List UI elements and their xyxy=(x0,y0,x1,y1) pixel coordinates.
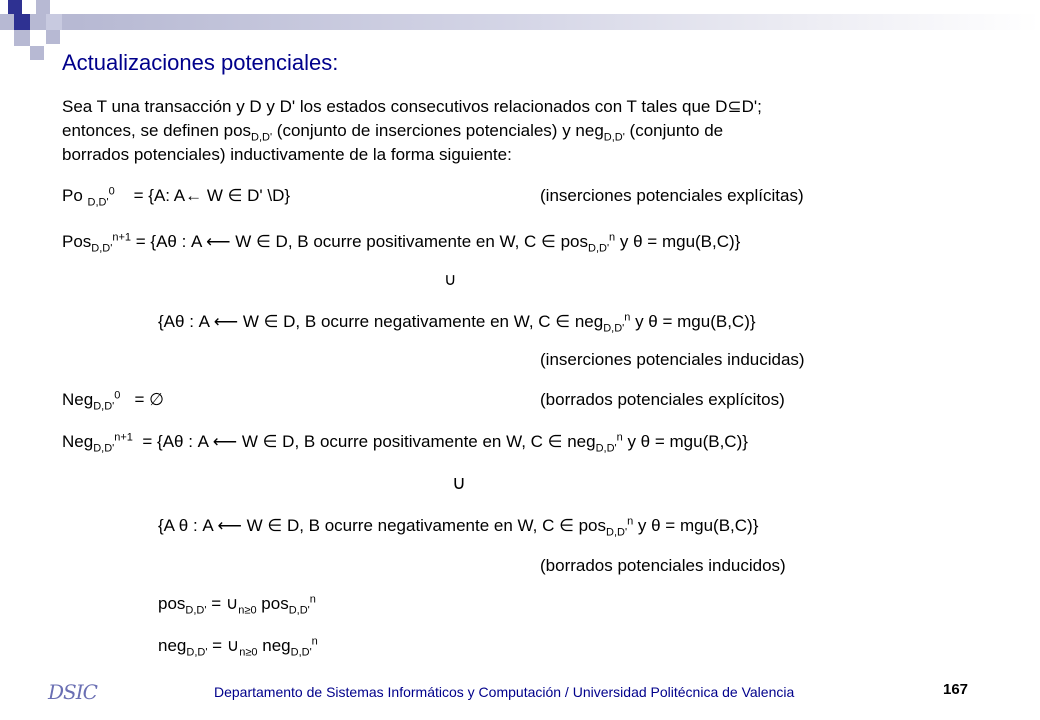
superscript: n+1 xyxy=(112,231,132,244)
superscript: 0 xyxy=(108,185,115,198)
subscript: D,D' xyxy=(606,526,628,539)
rule-tail: y θ = mgu(B,C)} xyxy=(633,516,759,535)
rule-equation: = {A: A← W ∈ D' \D} xyxy=(133,186,291,205)
superscript: n xyxy=(627,515,634,528)
intro-text: entonces, se definen pos xyxy=(62,121,252,140)
superscript: n xyxy=(609,231,616,244)
intro-text: (conjunto de inserciones potenciales) y neg xyxy=(272,121,604,140)
rule-pos-n1 xyxy=(62,231,741,255)
subscript: D,D' xyxy=(251,131,273,144)
subscript: n≥0 xyxy=(238,604,257,617)
subscript: D,D' xyxy=(588,242,610,255)
subscript: D,D' xyxy=(87,196,109,209)
subscript: n≥0 xyxy=(239,646,258,659)
slide-title: Actualizaciones potenciales: xyxy=(62,50,339,75)
intro-text: (conjunto de xyxy=(624,121,724,140)
subscript: D,D' xyxy=(290,646,312,659)
rule-lead: neg xyxy=(158,636,187,655)
subscript: D,D' xyxy=(603,131,625,144)
rule-neg-n1 xyxy=(62,431,748,455)
subset-symbol: ⊆ xyxy=(727,97,742,116)
superscript: n xyxy=(311,635,318,648)
intro-text: borrados potenciales) inductivamente de la forma siguiente: xyxy=(62,145,512,164)
rule-equation: = {Aθ : A ⟵ W ∈ D, B ocurre positivamente en W, C ∈ neg xyxy=(142,432,596,451)
rule-equation: = ∪ xyxy=(206,594,239,613)
subscript: D,D' xyxy=(93,442,115,455)
rule-tail: y θ = mgu(B,C)} xyxy=(615,232,741,251)
dsic-logo: DSIC xyxy=(48,680,97,704)
subscript: D,D' xyxy=(185,604,207,617)
rule-neg-n1-negative xyxy=(158,515,759,539)
header-bar xyxy=(78,14,1040,30)
page-number: 167 xyxy=(943,681,969,698)
superscript: n xyxy=(624,311,631,324)
rule-equation: = {Aθ : A ⟵ W ∈ D, B ocurre positivamente en W, C ∈ pos xyxy=(135,232,588,251)
subscript: D,D' xyxy=(603,322,625,335)
rule-tail: y θ = mgu(B,C)} xyxy=(622,432,748,451)
rule-mid: neg xyxy=(257,636,291,655)
superscript: n+1 xyxy=(114,431,133,444)
rule-mid: pos xyxy=(256,594,289,613)
subscript: D,D' xyxy=(91,242,113,255)
rule-tail: y θ = mgu(B,C)} xyxy=(630,312,756,331)
note-induced-insertions: (inserciones potenciales inducidas) xyxy=(540,350,805,369)
note-induced-deletions: (borrados potenciales inducidos) xyxy=(540,556,786,575)
superscript: n xyxy=(616,431,623,444)
superscript: 0 xyxy=(114,389,121,402)
rule-equation: = ∅ xyxy=(134,390,164,409)
footer-text: Departamento de Sistemas Informáticos y Computación / Universidad Politécnica de Valencia xyxy=(214,684,795,700)
note-explicit-deletions: (borrados potenciales explícitos) xyxy=(540,390,785,409)
superscript: n xyxy=(309,593,316,606)
rule-lead: Neg xyxy=(62,432,94,451)
rule-neg0 xyxy=(62,389,164,413)
rule-equation: = ∪ xyxy=(207,636,240,655)
intro-paragraph xyxy=(62,95,962,167)
intro-text: Sea T una transacción y D y D' los estados consecutivos relacionados con T tales que D xyxy=(62,97,728,116)
subscript: D,D' xyxy=(288,604,310,617)
note-explicit-insertions: (inserciones potenciales explícitas) xyxy=(540,186,804,205)
union-symbol: ∪ xyxy=(452,473,466,494)
neg-definition xyxy=(158,635,318,659)
rule-po0 xyxy=(62,185,291,209)
rule-lead: Po xyxy=(62,186,88,205)
intro-text: D'; xyxy=(741,97,762,116)
rule-equation: {Aθ : A ⟵ W ∈ D, B ocurre negativamente en W, C ∈ neg xyxy=(158,312,604,331)
subscript: D,D' xyxy=(93,400,115,413)
rule-lead: Pos xyxy=(62,232,92,251)
rule-lead: pos xyxy=(158,594,186,613)
pos-definition xyxy=(158,593,316,617)
rule-equation: {A θ : A ⟵ W ∈ D, B ocurre negativamente en W, C ∈ pos xyxy=(158,516,607,535)
rule-lead: Neg xyxy=(62,390,94,409)
subscript: D,D' xyxy=(186,646,208,659)
union-symbol: ∪ xyxy=(444,270,457,289)
rule-pos-n1-negative xyxy=(158,311,756,335)
subscript: D,D' xyxy=(595,442,617,455)
